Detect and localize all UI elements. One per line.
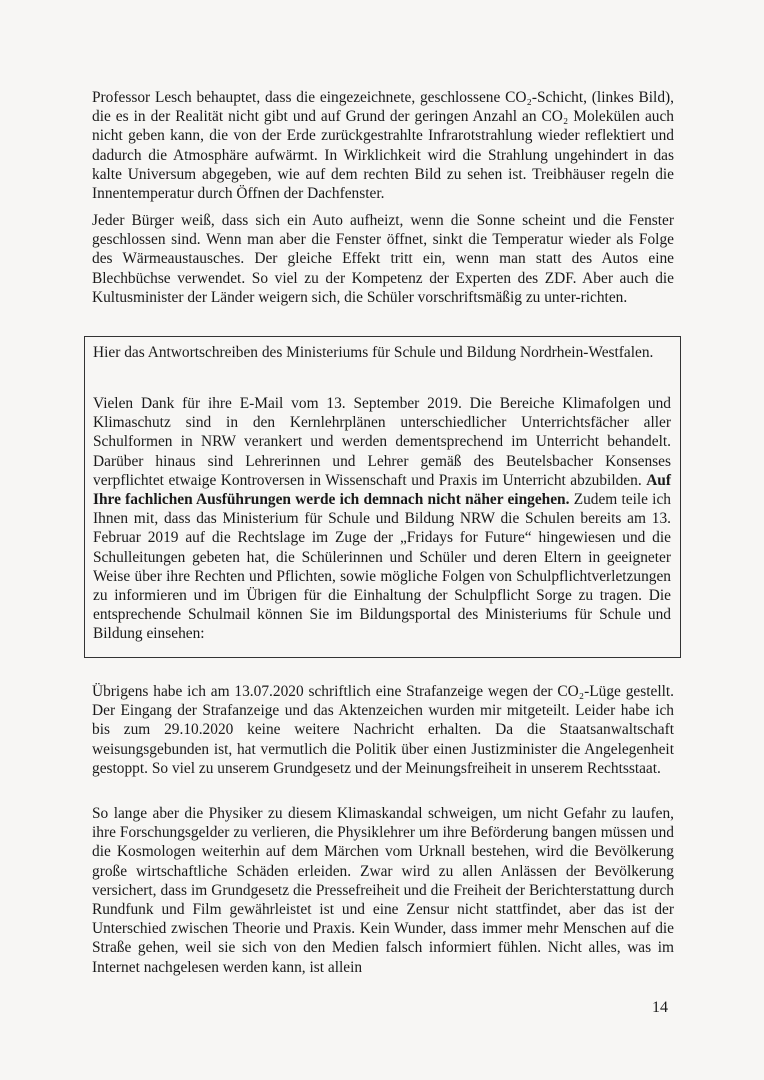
paragraph-strafanzeige: Übrigens habe ich am 13.07.2020 schriftlich eine Strafanzeige wegen der CO₂-Lüge gestellt. Der Eingang der Strafanzeige und das Aktenzeichen wurden mir mitgeteilt. Leider habe ich bis zum 29.10.2020 keine weitere Nachricht erhalten. Da die Staatsanwaltschaft weisungsgebunden ist, hat vermutlich die Politik über einen Justizminister die Angelegenheit gestoppt. So viel zu unserem Grundgesetz und der Meinungsfreiheit in unserem Rechtsstaat. xyxy=(92,683,674,777)
letter-body-part3: Die entsprechende Schulmail können Sie im Bildungsportal des Ministeriums für Schule und Bildung einsehen: xyxy=(93,587,671,643)
letter-intro: Hier das Antwortschreiben des Ministeriums für Schule und Bildung Nordrhein-Westfalen. xyxy=(93,344,654,361)
letter-body xyxy=(93,394,671,644)
paragraph-lesch: Professor Lesch behauptet, dass die eingezeichnete, geschlossene CO₂-Schicht, (linkes Bild), die es in der Realität nicht gibt und auf Grund der geringen Anzahl an CO₂ Molekülen auch nicht geben kann, die von der Erde zurückgestrahlte Infrarotstrahlung wieder reflektiert und dadurch die Atmosphäre aufwärmt. In Wirklichkeit wird die Strahlung ungehindert in das kalte Universum abgegeben, wie auf dem rechten Bild zu sehen ist. Treibhäuser regeln die Innentemperatur durch Öffnen der Dachfenster. xyxy=(92,89,674,203)
paragraph-auto: Jeder Bürger weiß, dass sich ein Auto aufheizt, wenn die Sonne scheint und die Fenster geschlossen sind. Wenn man aber die Fenster öffnet, sinkt die Temperatur wieder als Folge des Wärmeaustausches. Der gleiche Effekt tritt ein, wenn man statt des Autos eine Blechbüchse verwendet. So viel zu der Kompetenz der Experten des ZDF. Aber auch die Kultusminister der Länder weigern sich, die Schüler vorschriftsmäßig zu unter-richten. xyxy=(92,212,674,306)
letter-body-part1: Vielen Dank für ihre E-Mail vom 13. September 2019. Die Bereiche Klimafolgen und Klimaschutz sind in den Kernlehrplänen unterschiedlicher Unterrichtsfächer aller Schulformen in NRW verankert und werden dementsprechend im Unterricht behandelt. Darüber hinaus sind Lehrerinnen und Lehrer gemäß des Beutelsbacher Konsenses verpflichtet etwaige Kontroversen in Wissenschaft und Praxis im Unterricht abzubilden. xyxy=(93,395,671,489)
paragraph-klimaskandal: So lange aber die Physiker zu diesem Klimaskandal schweigen, um nicht Gefahr zu laufen, ihre Forschungsgelder zu verlieren, die Physiklehrer um ihre Beförderung bangen müssen und die Kosmologen weiterhin auf dem Märchen vom Urknall bestehen, wird die Bevölkerung große wirtschaftliche Schäden erleiden. Zwar wird zu allen Anlässen der Bevölkerung versichert, dass im Grundgesetz die Pressefreiheit und die Freiheit der Berichterstattung durch Rundfunk und Film gewährleistet ist und eine Zensur nicht stattfindet, aber das ist der Unterschied zwischen Theorie und Praxis. Kein Wunder, dass immer mehr Menschen auf die Straße gehen, weil sie sich von den Medien falsch informiert fühlen. Nicht alles, was im Internet nachgelesen werden kann, ist allein xyxy=(92,805,674,976)
letter-body-part2: Zudem teile ich Ihnen mit, dass das Ministerium für Schule und Bildung NRW die Schulen bereits am 13. Februar 2019 auf die Rechtslage im Zuge der „Fridays for Future“ hingewiesen und die Schulleitungen gebeten hat, die Schülerinnen und Schüler und deren Eltern in geeigneter Weise über ihre Rechten und Pflichten, sowie mögliche Folgen von Schulpflichtverletzungen zu informieren und im Übrigen für die Einhaltung der Schulpflicht Sorge zu tragen. xyxy=(93,491,671,605)
ministry-letter-box xyxy=(84,336,681,658)
letter-bold-statement: Auf Ihre fachlichen Ausführungen werde ich demnach nicht näher eingehen. xyxy=(93,471,671,509)
page-number: 14 xyxy=(652,999,668,1016)
